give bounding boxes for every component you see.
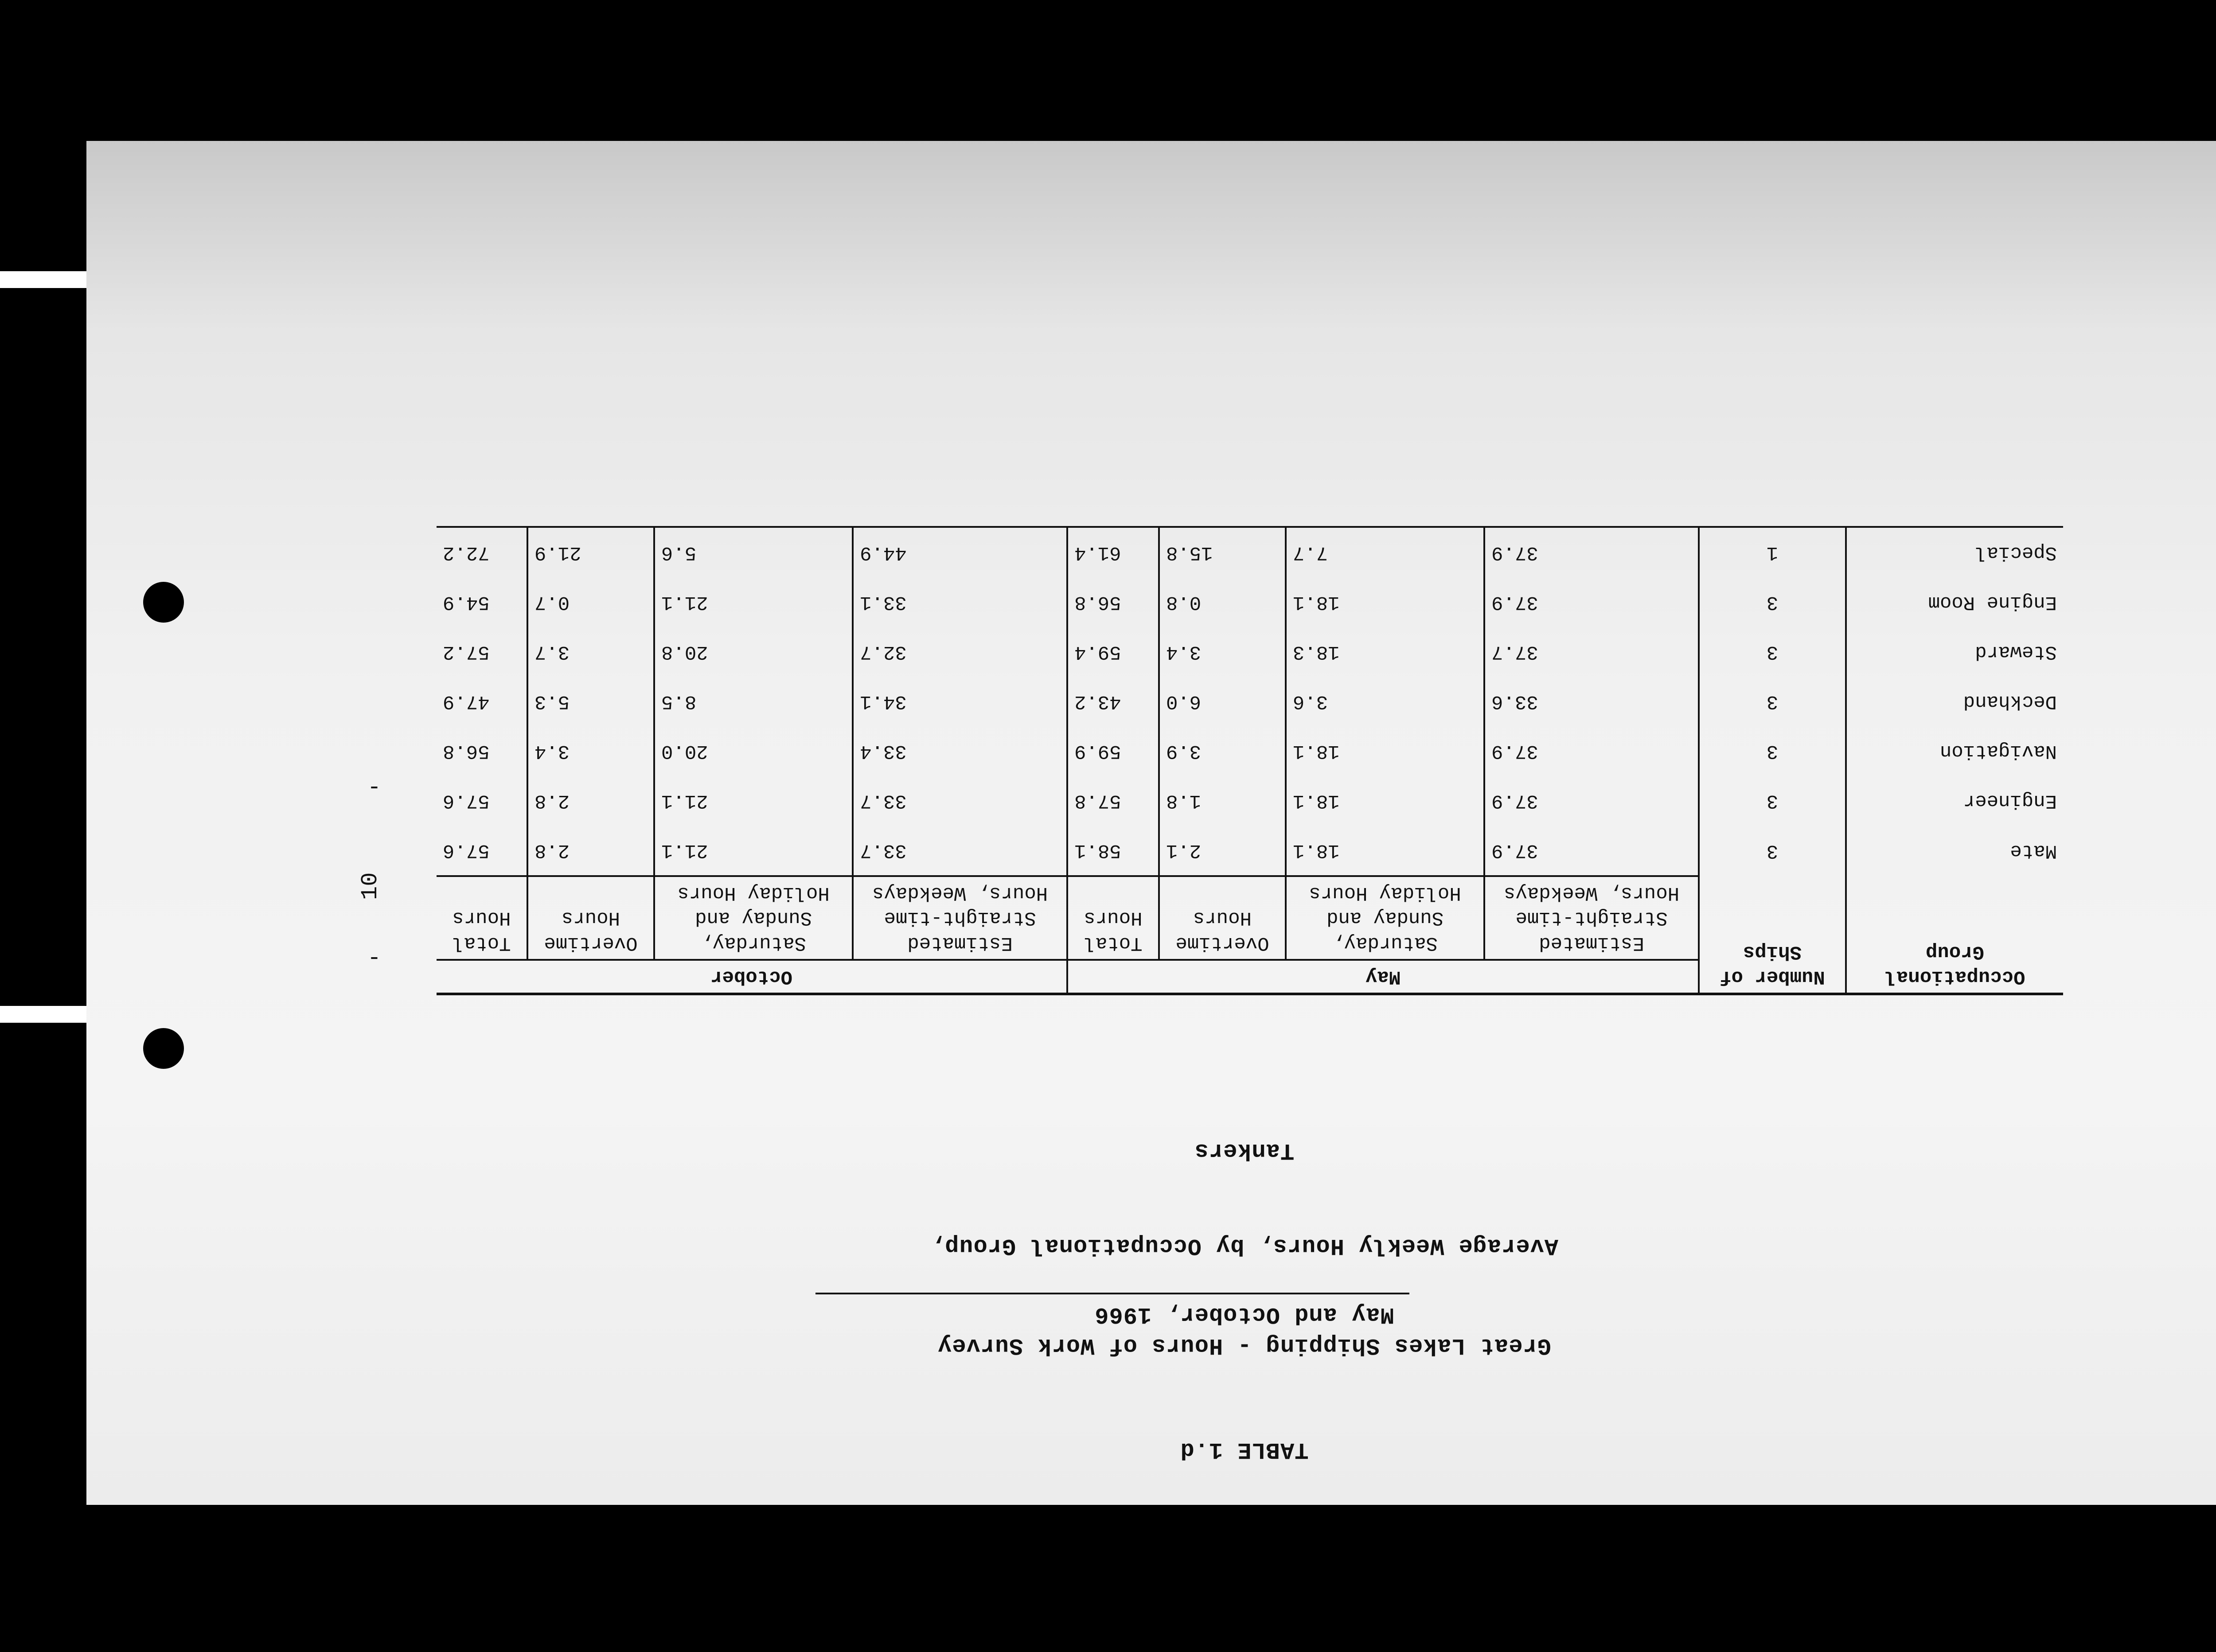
cell-number-of-ships: 3 <box>1699 726 1846 776</box>
cell-october-overtime: 5.3 <box>527 677 654 726</box>
cell-may-total: 59.9 <box>1067 726 1159 776</box>
cell-occupational-group: Engineer <box>1846 776 2063 826</box>
cell-may-straight-time: 37.9 <box>1484 527 1699 577</box>
cell-may-total: 57.8 <box>1067 776 1159 826</box>
cell-october-total: 57.6 <box>443 839 490 861</box>
cell-may-total: 56.8 <box>1067 577 1159 627</box>
cell-occupational-group: Engine Room <box>1846 577 2063 627</box>
cell-october-saturday-sunday-holiday: 20.0 <box>654 726 853 776</box>
table-row <box>437 677 2063 726</box>
page-number: 10 <box>357 872 383 900</box>
cell-october-straight-time: 44.9 <box>853 527 1067 577</box>
cell-occupational-group: Deckhand <box>1846 677 2063 726</box>
header-number-of-ships: Number of Ships <box>1699 876 1846 994</box>
cell-may-overtime: 3.9 <box>1159 726 1286 776</box>
cell-may-straight-time: 33.6 <box>1484 677 1699 726</box>
cell-may-straight-time: 37.9 <box>1484 826 1699 876</box>
header-october-straight-time: Estimated Straight-time Hours, Weekdays <box>853 876 1067 960</box>
cell-october-overtime: 0.7 <box>527 577 654 627</box>
cell-may-straight-time: 37.9 <box>1484 577 1699 627</box>
cell-october-overtime: 2.8 <box>527 826 654 876</box>
cell-occupational-group: Special <box>1846 527 2063 577</box>
header-occupational-group: Occupational Group <box>1846 876 2063 994</box>
table-label: TABLE 1.d <box>1180 1437 1309 1463</box>
document-content <box>86 141 2216 1505</box>
cell-occupational-group: Steward <box>1846 627 2063 677</box>
cell-may-overtime: 6.0 <box>1159 677 1286 726</box>
cell-october-overtime: 21.9 <box>527 527 654 577</box>
cell-number-of-ships: 3 <box>1699 677 1846 726</box>
header-october-overtime: Overtime Hours <box>527 876 654 960</box>
title-underline <box>815 1293 1409 1294</box>
header-october-saturday-sunday-holiday: Saturday, Sunday and Holiday Hours <box>654 876 853 960</box>
cell-may-overtime: 15.8 <box>1159 527 1286 577</box>
header-may-overtime: Overtime Hours <box>1159 876 1286 960</box>
cell-may-overtime: 2.1 <box>1159 826 1286 876</box>
table-row <box>437 726 2063 776</box>
cell-october-saturday-sunday-holiday: 21.1 <box>654 826 853 876</box>
cell-occupational-group: Mate <box>1846 826 2063 876</box>
table-row <box>437 577 2063 627</box>
header-may: May <box>1067 960 1699 994</box>
cell-october-total: 72.2 <box>437 527 527 577</box>
cell-october-straight-time: 33.7 <box>853 826 1067 876</box>
cell-number-of-ships: 3 <box>1699 776 1846 826</box>
cell-october-saturday-sunday-holiday: 5.6 <box>654 527 853 577</box>
page-number-dash: - <box>367 774 381 800</box>
cell-october-overtime: 3.4 <box>527 726 654 776</box>
cell-october-straight-time: 33.7 <box>853 776 1067 826</box>
cell-october-overtime: 3.7 <box>527 627 654 677</box>
header-may-total: Total Hours <box>1067 876 1159 960</box>
cell-may-total: 58.1 <box>1067 826 1159 876</box>
cell-may-overtime: 3.4 <box>1159 627 1286 677</box>
table-row <box>437 627 2063 677</box>
cell-october-straight-time: 33.4 <box>853 726 1067 776</box>
header-october: October <box>437 960 1067 994</box>
cell-october-total: 54.9 <box>443 591 490 613</box>
vessel-type: Tankers <box>1194 1138 1295 1164</box>
cell-october-saturday-sunday-holiday: 20.8 <box>654 627 853 677</box>
table-header-row <box>437 960 2063 994</box>
cell-october-saturday-sunday-holiday: 21.1 <box>654 776 853 826</box>
cell-may-total: 43.2 <box>1067 677 1159 726</box>
cell-may-overtime: 1.8 <box>1159 776 1286 826</box>
scanned-page <box>86 141 2216 1505</box>
header-may-straight-time: Estimated Straight-time Hours, Weekdays <box>1484 876 1699 960</box>
cell-number-of-ships: 3 <box>1699 826 1846 876</box>
cell-october-saturday-sunday-holiday: 8.5 <box>654 677 853 726</box>
hours-table <box>437 526 2063 995</box>
cell-number-of-ships: 3 <box>1699 577 1846 627</box>
table-title: Average Weekly Hours, by Occupational Group, <box>930 1233 1559 1259</box>
cell-october-overtime: 2.8 <box>527 776 654 826</box>
cell-october-total: 56.8 <box>443 740 490 762</box>
cell-october-total: 47.9 <box>443 690 490 713</box>
table-row <box>437 826 2063 876</box>
cell-may-saturday-sunday-holiday: 18.1 <box>1286 577 1484 627</box>
header-may-saturday-sunday-holiday: Saturday, Sunday and Holiday Hours <box>1286 876 1484 960</box>
survey-period: May and October, 1966 <box>1094 1301 1394 1328</box>
table-row <box>437 527 2063 577</box>
cell-number-of-ships: 1 <box>1699 527 1846 577</box>
cell-may-saturday-sunday-holiday: 18.1 <box>1286 776 1484 826</box>
cell-number-of-ships: 3 <box>1699 627 1846 677</box>
cell-october-saturday-sunday-holiday: 21.1 <box>654 577 853 627</box>
cell-may-saturday-sunday-holiday: 18.1 <box>1286 726 1484 776</box>
cell-may-straight-time: 37.9 <box>1484 776 1699 826</box>
cell-may-saturday-sunday-holiday: 3.6 <box>1286 677 1484 726</box>
cell-may-overtime: 0.8 <box>1159 577 1286 627</box>
cell-october-straight-time: 34.1 <box>853 677 1067 726</box>
cell-october-total: 57.2 <box>443 640 490 663</box>
cell-may-saturday-sunday-holiday: 7.7 <box>1286 527 1484 577</box>
cell-october-total: 57.6 <box>443 789 490 812</box>
cell-may-total: 59.4 <box>1067 627 1159 677</box>
cell-october-straight-time: 32.7 <box>853 627 1067 677</box>
survey-title: Great Lakes Shipping - Hours of Work Survey <box>937 1333 1551 1359</box>
cell-may-saturday-sunday-holiday: 18.3 <box>1286 627 1484 677</box>
cell-october-straight-time: 33.1 <box>853 577 1067 627</box>
header-october-total: Total Hours <box>437 876 527 960</box>
cell-occupational-group: Navigation <box>1846 726 2063 776</box>
cell-may-straight-time: 37.7 <box>1484 627 1699 677</box>
cell-may-total: 61.4 <box>1067 527 1159 577</box>
page-number-dash: - <box>367 945 381 971</box>
cell-may-straight-time: 37.9 <box>1484 726 1699 776</box>
table-row <box>437 776 2063 826</box>
cell-may-saturday-sunday-holiday: 18.1 <box>1286 826 1484 876</box>
